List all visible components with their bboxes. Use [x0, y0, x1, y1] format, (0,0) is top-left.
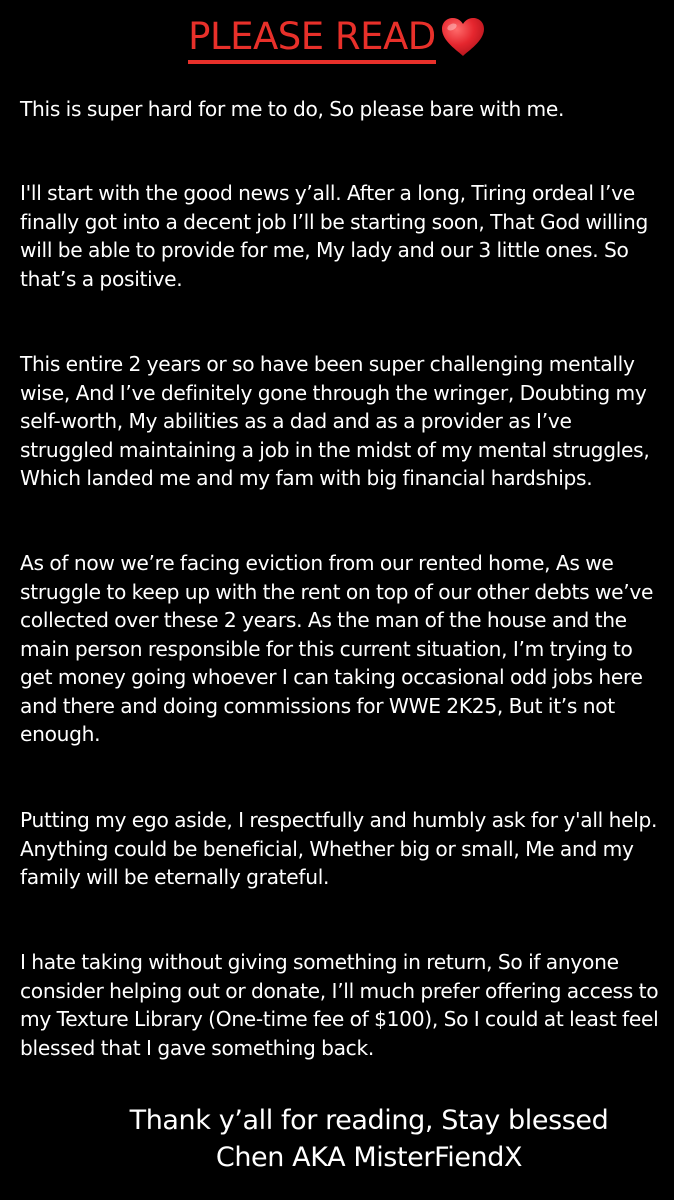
page-title: PLEASE READ: [188, 14, 436, 64]
paragraph-struggles: This entire 2 years or so have been super challenging mentally wise, And I’ve definitely gone through the wringer, Doubting my self-worth, My abilities as a dad and as a provider as I’ve struggled maintaining a job in the midst of my mental struggles, Which landed me and my fam with big financial hardships.: [20, 352, 650, 490]
paragraph-offer: I hate taking without giving something in return, So if anyone consider helping out or donate, I’ll much prefer offering access to my Texture Library (One-time fee of $100), So I could at least feel blessed that I gave something back.: [20, 950, 659, 1060]
signoff-thanks: Thank y’all for reading, Stay blessed: [129, 1105, 609, 1136]
title-wrap: [188, 14, 486, 64]
red-heart-icon: [440, 16, 486, 58]
header: [0, 14, 674, 64]
signoff-signature: Chen AKA MisterFiendX: [215, 1142, 523, 1173]
paragraph-intro: This is super hard for me to do, So please bare with me.: [20, 97, 565, 121]
paragraph-good-news: I'll start with the good news y’all. After a long, Tiring ordeal I’ve finally got into a decent job I’ll be starting soon, That God willing will be able to provide for me, My lady and our 3 little ones. So that’s a positive.: [20, 181, 648, 291]
paragraph-request: Putting my ego aside, I respectfully and humbly ask for y'all help. Anything could be beneficial, Whether big or small, Me and my family will be eternally grateful.: [20, 808, 658, 889]
paragraph-eviction: As of now we’re facing eviction from our rented home, As we struggle to keep up with the rent on top of our other debts we’ve collected over these 2 years. As the man of the house and the main person responsible for this current situation, I’m trying to get money going whoever I can taking occasional odd jobs here and there and doing commissions for WWE 2K25, But it’s not enough.: [20, 551, 654, 746]
